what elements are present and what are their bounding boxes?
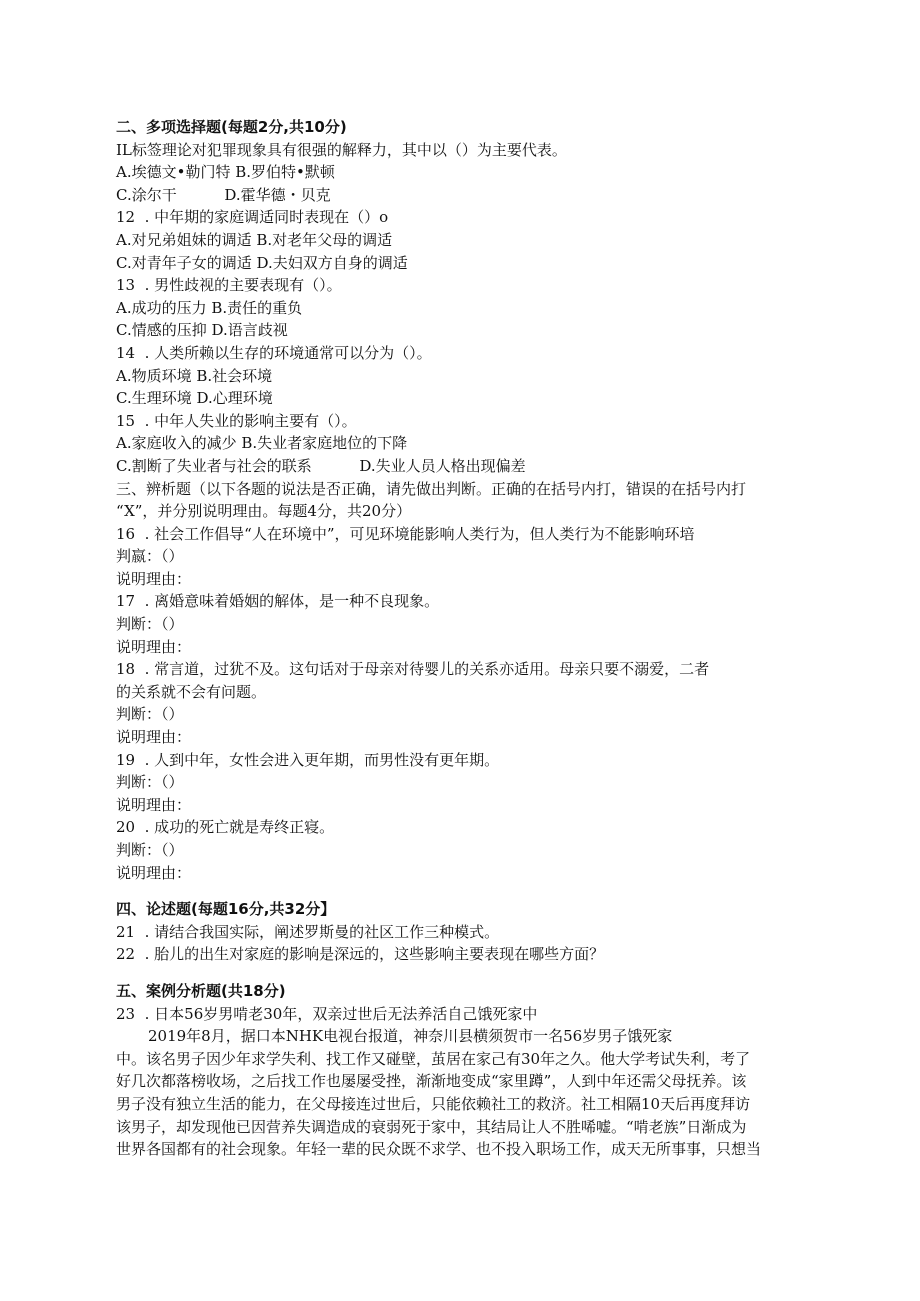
options-ab: A.对兄弟姐妹的调适 B.对老年父母的调适 (116, 230, 393, 249)
analysis-heading-continued: “X”，并分别说明理由。每题4分，共20分） (116, 502, 412, 521)
reason-line: 说明理由： (116, 863, 192, 882)
exam-page (116, 116, 856, 1161)
question-stem: 15 . 中年人失业的影响主要有（）。 (116, 411, 357, 430)
judgement-line: 判嬴：（） (116, 547, 184, 566)
question-21: 21 . 请结合我国实际，阐述罗斯曼的社区工作三种模式。 (116, 922, 500, 941)
question-11 (116, 139, 856, 207)
options-ab: A.物质环境 B.社会环境 (116, 366, 273, 385)
reason-line: 说明理由： (116, 728, 192, 747)
section-spacer (116, 966, 856, 980)
question-stem: 16 . 社会工作倡导“人在环境中”，可见环境能影响人类行为，但人类行为不能影响环培 (116, 524, 695, 543)
options-ab: A.成功的压力 B.责任的重负 (116, 298, 303, 317)
judgement-line: 判断：（） (116, 841, 184, 859)
options-cd: C.割断了失业者与社会的联系 D.失业人员人格出现偏差 (116, 456, 526, 475)
options-cd: C.对青年子女的调适 D.夫妇双方自身的调适 (116, 253, 408, 272)
analysis-heading: 三、辨析题（以下各题的说法是否正确，请先做出判断。正确的在括号内打，错误的在括号内打 (116, 479, 747, 498)
question-stem: 19 . 人到中年，女性会进入更年期，而男性没有更年期。 (116, 750, 500, 769)
reason-line: 说明理由： (116, 569, 192, 588)
reason-line: 说明理由： (116, 795, 192, 814)
case-title: 23 . 日本56岁男啃老30年，双亲过世后无法养活自己饿死家中 (116, 1004, 538, 1023)
question-stem: 20 . 成功的死亡就是寿终正寝。 (116, 818, 335, 837)
multiple-choice-heading: 二、多项选择题(每题2分,共10分) (116, 118, 347, 136)
options-cd: C.涂尔干 D.霍华德・贝克 (116, 185, 331, 204)
case-paragraph-line: 2019年8月，据口本NHK电视台报道，神奈川县横须贺市一名56岁男子饿死家 (148, 1027, 673, 1046)
options-ab: A.埃德文•勒门特 B.罗伯特•默顿 (116, 163, 335, 182)
judgement-line: 判断：（） (116, 705, 184, 724)
question-16 (116, 523, 856, 591)
question-stem-continued: 的关系就不会有问题。 (116, 682, 267, 701)
question-14 (116, 342, 856, 410)
question-stem: 13 . 男性歧视的主要表现有（）。 (116, 276, 342, 295)
options-ab: A.家庭收入的减少 B.失业者家庭地位的下降 (116, 434, 408, 453)
options-cd: C.生理环境 D.心理环境 (116, 389, 273, 408)
case-paragraph-line: 该男子，却发现他已因营养失调造成的衰弱死于家中，其结局让人不胜唏嘘。“啃老族”日渐成为 (116, 1117, 747, 1136)
question-stem: 17 . 离婚意味着婚姻的解体，是一种不良现象。 (116, 592, 440, 611)
essay-heading: 四、论述题(每题16分,共32分】 (116, 900, 336, 919)
question-22: 22 . 胎儿的出生对家庭的影响是深远的，这些影响主要表现在哪些方面？ (116, 945, 605, 964)
question-stem: 18 . 常言道，过犹不及。这句话对于母亲对待婴儿的关系亦适用。母亲只要不溺爱，二者 (116, 660, 710, 679)
case-paragraph-line: 男子没有独立生活的能力，在父母接连过世后，只能依赖社工的救济。社工相隔10天后再度拜访 (116, 1094, 751, 1113)
question-stem: 12 . 中年期的家庭调适同时表现在（）o (116, 208, 389, 227)
question-13 (116, 274, 856, 342)
case-paragraph-line: 世界各国都有的社会现象。年轻一辈的民众既不求学、也不投入职场工作，成天无所事事，只想当 (116, 1140, 762, 1159)
judgement-line: 判断：（） (116, 773, 184, 792)
case-paragraph-line: 好几次都落榜收场，之后找工作也屡屡受挫，渐渐地变成“家里蹲”，人到中年还需父母抚养。该 (116, 1072, 747, 1091)
reason-line: 说明理由： (116, 637, 192, 656)
options-cd: C.情感的压抑 D.语言歧视 (116, 321, 288, 340)
question-18 (116, 658, 856, 748)
section-spacer (116, 884, 856, 898)
case-paragraph (116, 1025, 856, 1161)
question-23 (116, 1003, 856, 1161)
question-12 (116, 206, 856, 274)
question-17 (116, 590, 856, 658)
judgement-line: 判断：（） (116, 615, 184, 634)
case-heading: 五、案例分析题(共18分) (116, 981, 286, 1000)
question-stem: 14 . 人类所赖以生存的环境通常可以分为（）。 (116, 343, 432, 362)
case-paragraph-line: 中。该名男子因少年求学失利、找工作又碰壁，茧居在家己有30年之久。他大学考试失利，考了 (116, 1049, 751, 1068)
question-20 (116, 816, 856, 884)
question-stem: IL标签理论对犯罪现象具有很强的解释力，其中以（）为主要代表。 (116, 140, 567, 159)
question-15 (116, 410, 856, 478)
question-19 (116, 749, 856, 817)
